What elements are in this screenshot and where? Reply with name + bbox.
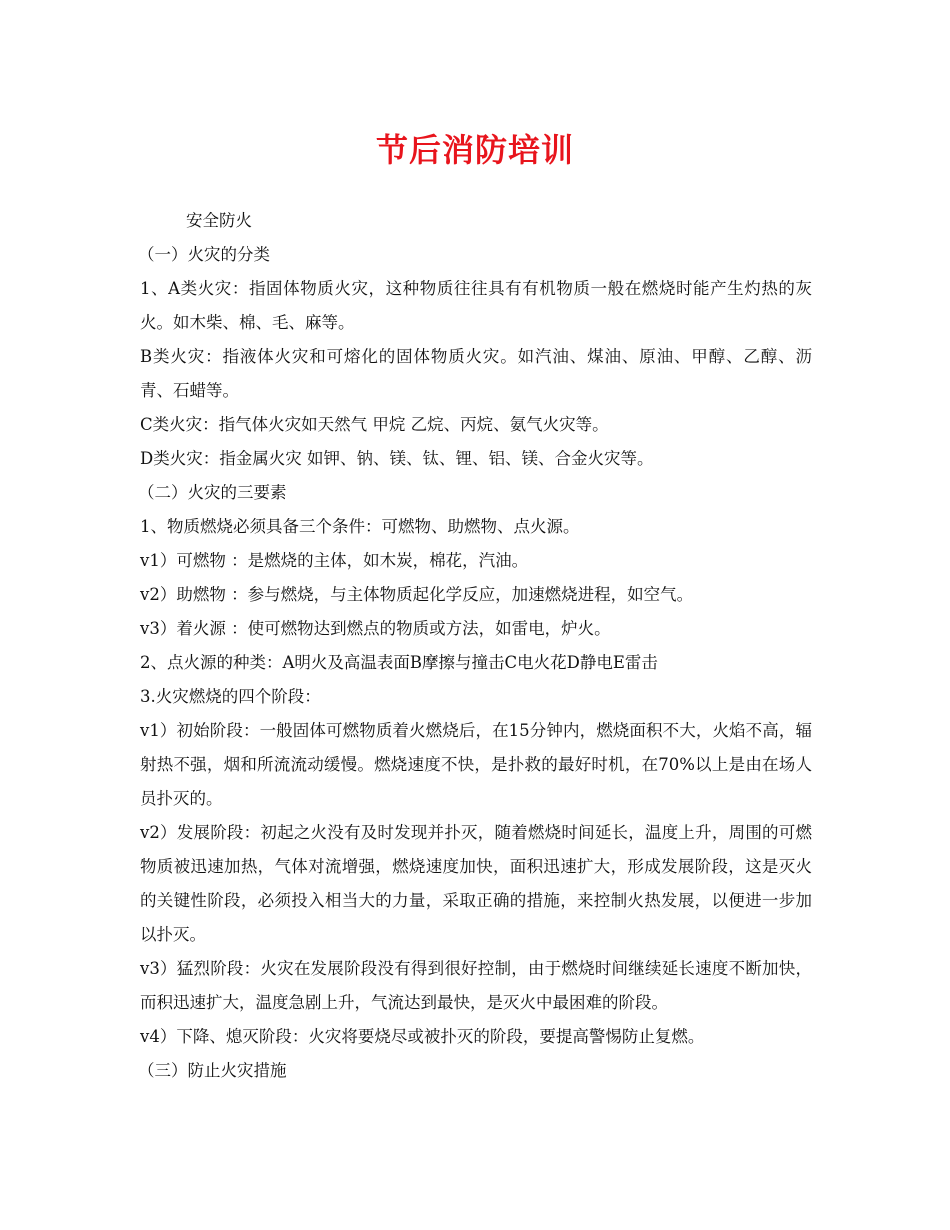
paragraph-class-c-fire: C类火灾：指气体火灾如天然气 甲烷 乙烷、丙烷、氨气火灾等。 <box>140 415 609 434</box>
paragraph-three-conditions: 1、物质燃烧必须具备三个条件：可燃物、助燃物、点火源。 <box>140 517 580 536</box>
paragraph-combustible: v1）可燃物 ：是燃烧的主体，如木炭，棉花，汽油。 <box>140 551 529 570</box>
paragraph-intense-stage: v3）猛烈阶段：火灾在发展阶段没有得到很好控制，由于燃烧时间继续延长速度不断加快，而积迅速扩大，温度急剧上升，气流达到最快，是灭火中最困难的阶段。 <box>140 959 812 1012</box>
paragraph-initial-stage: v1）初始阶段：一般固体可燃物质着火燃烧后，在15分钟内，燃烧面积不大，火焰不高，辐射热不强，烟和所流流动缓慢。燃烧速度不快，是扑救的最好时机，在70%以上是由在场人员扑灭的。 <box>140 721 812 808</box>
section-heading-three-elements: （二）火灾的三要素 <box>138 483 287 502</box>
paragraph-ignition-source: v3）着火源 ：使可燃物达到燃点的物质或方法，如雷电，炉火。 <box>140 619 611 638</box>
page-title: 节后消防培训 <box>375 131 574 169</box>
paragraph-class-d-fire: D类火灾：指金属火灾 如钾、钠、镁、钛、锂、铝、镁、合金火灾等。 <box>140 449 654 468</box>
paragraph-oxidizer: v2）助燃物 ：参与燃烧，与主体物质起化学反应，加速燃烧进程，如空气。 <box>140 585 694 604</box>
paragraph-four-stages-heading: 3.火灾燃烧的四个阶段： <box>140 687 321 706</box>
section-heading-prevention: （三）防止火灾措施 <box>138 1061 287 1080</box>
paragraph-ignition-types: 2、点火源的种类：A明火及高温表面B摩擦与撞击C电火花D静电E雷击 <box>140 653 658 672</box>
paragraph-class-b-fire: B类火灾：指液体火灾和可熔化的固体物质火灾。如汽油、煤油、原油、甲醇、乙醇、沥青、石蜡等。 <box>140 347 812 400</box>
document-body <box>140 204 812 1088</box>
section-heading-fire-safety: 安全防火 <box>186 211 252 230</box>
section-heading-fire-classification: （一）火灾的分类 <box>138 245 270 264</box>
paragraph-development-stage: v2）发展阶段：初起之火没有及时发现并扑灭，随着燃烧时间延长，温度上升，周围的可燃物质被迅速加热，气体对流增强，燃烧速度加快，面积迅速扩大，形成发展阶段，这是灭火的关键性阶段，必须投入相当大的力量，采取正确的措施，来控制火热发展，以便进一步加以扑灭。 <box>140 823 812 944</box>
paragraph-class-a-fire: 1、A类火灾：指固体物质火灾，这种物质往往具有有机物质一般在燃烧时能产生灼热的灰火。如木柴、棉、毛、麻等。 <box>140 279 812 332</box>
paragraph-decline-stage: v4）下降、熄灭阶段：火灾将要烧尽或被扑灭的阶段，要提高警惕防止复燃。 <box>140 1027 705 1046</box>
